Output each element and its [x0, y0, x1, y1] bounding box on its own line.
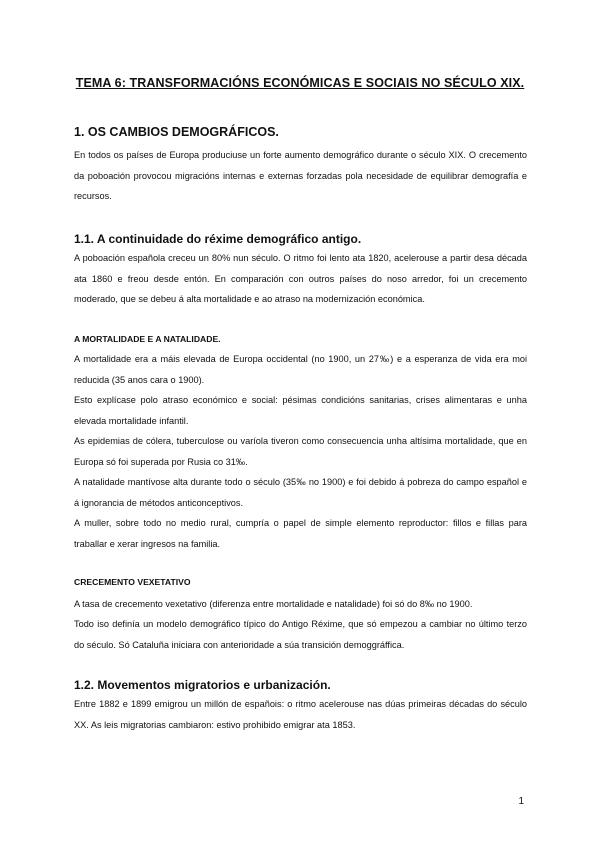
mortalidade-paragraph-1: A mortalidade era a máis elevada de Europa occidental (no 1900, un 27‰) e a esperanza de vida era moi reducida (35 anos cara o 1900).	[74, 354, 527, 385]
mortalidade-paragraph-2: Esto explícase polo atraso económico e social: pésimas condicións sanitarias, crises alimentaras e unha elevada mortalidade infantil.	[74, 395, 527, 426]
document-title: TEMA 6: TRANSFORMACIÓNS ECONÓMICAS E SOCIAIS NO SÉCULO XIX.	[75, 76, 525, 90]
section-1-1-heading: 1.1. A continuidade do réxime demográfico antigo.	[74, 232, 362, 246]
section-1-1-paragraph: A poboación española creceu un 80% nun século. O ritmo foi lento ata 1820, acelerouse a partir desa década ata 1860 e freou desde entón. En comparación con outros países do noso arredor, foi un crecemento moderado, que se debeu á alta mortalidade e ao atraso na modernización económica.	[74, 253, 527, 304]
section-1-2-heading: 1.2. Movementos migratorios e urbanización.	[74, 678, 331, 692]
mortalidade-paragraph-3: As epidemias de cólera, tuberculose ou varíola tiveron como consecuencia unha altísima mortalidade, que en Europa só foi superada por Rusia co 31‰.	[74, 436, 527, 467]
section-1-heading: 1. OS CAMBIOS DEMOGRÁFICOS.	[74, 125, 279, 139]
crecemento-paragraph-2: Todo iso definía un modelo demográfico típico do Antigo Réxime, que só empezou a cambiar no último terzo do século. Só Cataluña iniciara con anterioridade a súa transición demoggráffica.	[74, 619, 527, 650]
page-number: 1	[518, 796, 524, 807]
section-1-paragraph: En todos os países de Europa produciuse un forte aumento demográfico durante o século XIX. O crecemento da poboación provocou migracións internas e externas forzadas pola necesidade de equilibrar demografía e recursos.	[74, 150, 527, 201]
crecemento-paragraph-1: A tasa de crecemento vexetativo (diferenza entre mortalidade e natalidade) foi só do 8‰ no 1900.	[74, 599, 473, 609]
mortalidade-paragraph-5: A muller, sobre todo no medio rural, cumpría o papel de simple elemento reproductor: fillos e fillas para traballar e xerar ingresos na familia.	[74, 518, 527, 549]
mortalidade-paragraph-4: A natalidade mantívose alta durante todo o século (35‰ no 1900) e foi debido á pobreza do campo español e á ignorancia de métodos anticonceptivos.	[74, 477, 527, 508]
crecemento-heading: CRECEMENTO VEXETATIVO	[74, 577, 191, 587]
section-1-2-paragraph: Entre 1882 e 1899 emigrou un millón de españois: o ritmo acelerouse nas dúas primeiras décadas do século XX. As leis migratorias cambiaron: estivo prohibido emigrar ata 1853.	[74, 699, 527, 730]
mortalidade-heading: A MORTALIDADE E A NATALIDADE.	[74, 334, 221, 344]
